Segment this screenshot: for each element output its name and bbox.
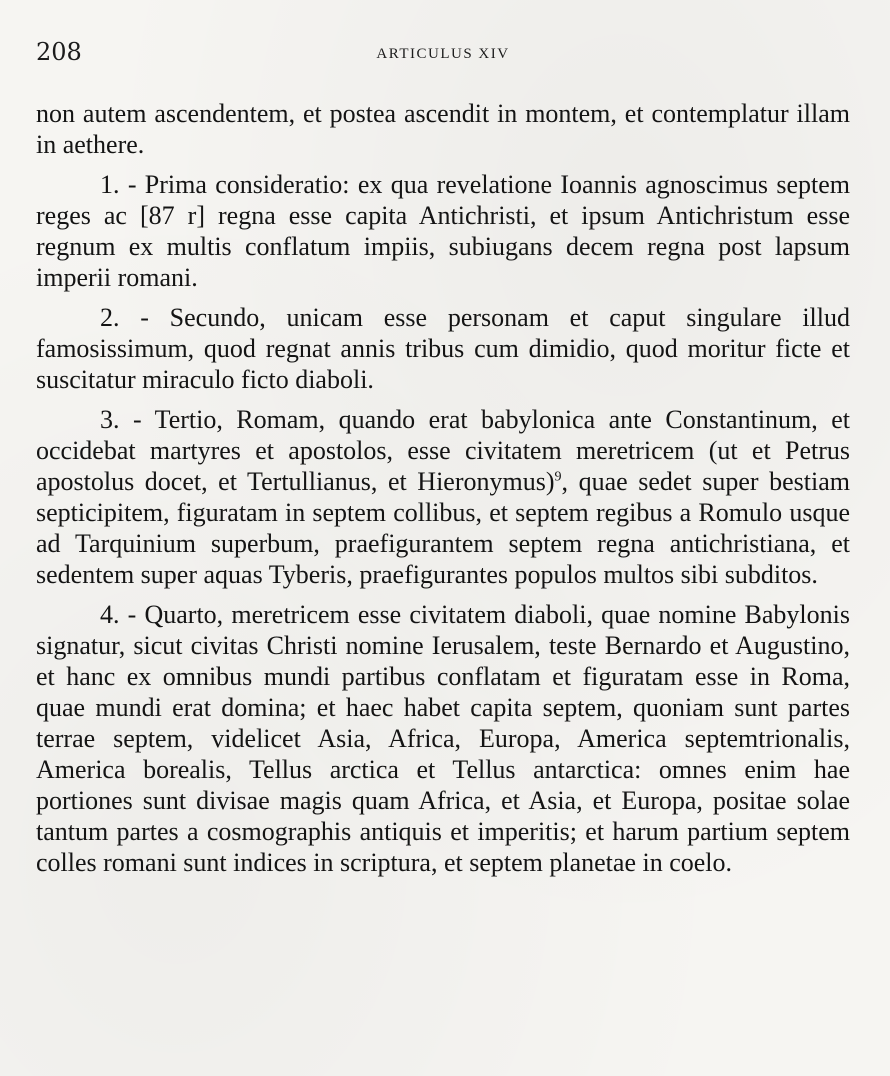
page-number: 208 [36,38,82,66]
body-text [36,98,850,887]
paragraph-3-text-before: 3. - Tertio, Romam, quando erat babylonica ante Constantinum, et occidebat martyres et apostolos, esse civitatem meretricem (ut et Petrus apostolus docet, et Tertullianus, et Hieronymus) [36,405,850,496]
footnote-marker: 9 [554,469,562,485]
paragraph-4: 4. - Quarto, meretricem esse civitatem diaboli, quae nomine Babylonis signatur, sicut civitas Christi nomine Ierusalem, teste Bernardo et Augustino, et hanc ex omnibus mundi partibus conflatam et figuratam esse in Roma, quae mundi erat domina; et haec habet capita septem, quoniam sunt partes terrae septem, videlicet Asia, Africa, Europa, America septemtrionalis, America borealis, Tellus arctica et Tellus antarctica: omnes enim hae portiones sunt divisae magis quam Africa, et Asia, et Europa, positae solae tantum partes a cosmographis antiquis et imperitis; et harum partium septem colles romani sunt indices in scriptura, et septem planetae in coelo. [36,600,850,877]
paragraph-1: 1. - Prima consideratio: ex qua revelatione Ioannis agnoscimus septem reges ac [87 r] regna esse capita Antichristi, et ipsum Antichristum esse regnum ex multis conflatum impiis, subiugans decem regna post lapsum imperii romani. [36,170,850,292]
running-head: ARTICULUS XIV [376,46,510,62]
page-header [36,38,850,68]
paragraph-3 [36,404,850,590]
paragraph-2: 2. - Secundo, unicam esse personam et caput singulare illud famosissimum, quod regnat annis tribus cum dimidio, quod moritur ficte et suscitatur miraculo ficto diaboli. [36,303,850,394]
paragraph-3-text-after: , quae sedet super bestiam septicipitem, figuratam in septem collibus, et septem regibus a Romulo usque ad Tarquinium superbum, praefigurantem septem regna antichristiana, et sedentem super aquas Tyberis, praefigurantes populos multos sibi subditos. [36,467,850,589]
paragraph-continuation: non autem ascendentem, et postea ascendit in montem, et contemplatur illam in aethere. [36,99,850,159]
